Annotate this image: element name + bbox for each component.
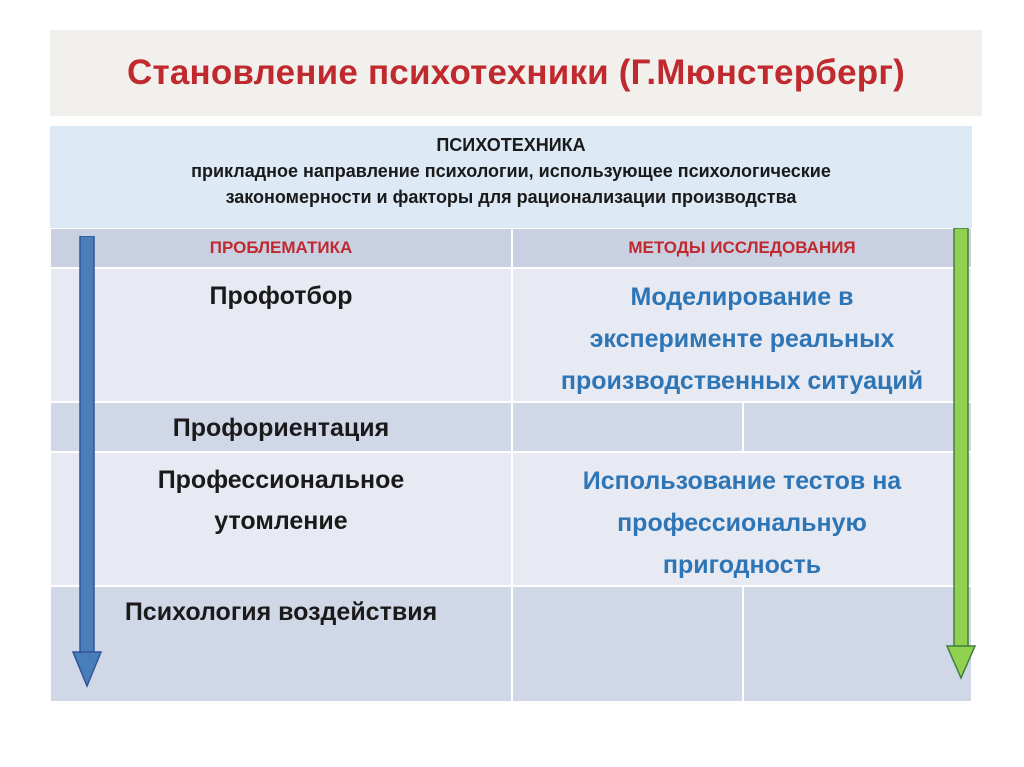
method-tests-line-1: Использование тестов на (582, 467, 902, 495)
table-cell (512, 402, 743, 452)
definition-box (50, 126, 972, 228)
column-header-problems: ПРОБЛЕМАТИКА (209, 238, 353, 257)
topic-influence: Психология воздействия (124, 598, 438, 626)
topic-profselection: Профотбор (209, 282, 353, 310)
down-arrow-left-icon (72, 236, 102, 688)
table-cell (743, 586, 972, 702)
method-tests-line-3: пригодность (662, 551, 822, 579)
slide-title: Становление психотехники (Г.Мюнстерберг) (127, 53, 905, 92)
topic-fatigue-line-1: Профессиональное (157, 466, 405, 494)
method-tests (512, 460, 972, 586)
column-header-methods: МЕТОДЫ ИССЛЕДОВАНИЯ (628, 238, 856, 257)
method-modeling (512, 276, 972, 402)
method-modeling-line-3: производственных ситуаций (560, 367, 924, 395)
definition-line-2: закономерности и факторы для рационализации производства (225, 187, 797, 207)
definition-heading: ПСИХОТЕХНИКА (436, 135, 586, 155)
title-banner (50, 30, 982, 116)
method-tests-line-2: профессиональную (617, 509, 867, 537)
table-cell (743, 402, 972, 452)
method-modeling-line-2: эксперименте реальных (589, 325, 895, 353)
down-arrow-right-icon (946, 228, 976, 680)
table-cell (512, 586, 743, 702)
method-modeling-line-1: Моделирование в (630, 283, 854, 311)
definition-line-1: прикладное направление психологии, использующее психологические (191, 161, 831, 181)
research-table (50, 228, 972, 702)
topic-fatigue (50, 460, 512, 542)
topic-proforientation: Профориентация (172, 414, 390, 442)
topic-fatigue-line-2: утомление (214, 507, 348, 535)
